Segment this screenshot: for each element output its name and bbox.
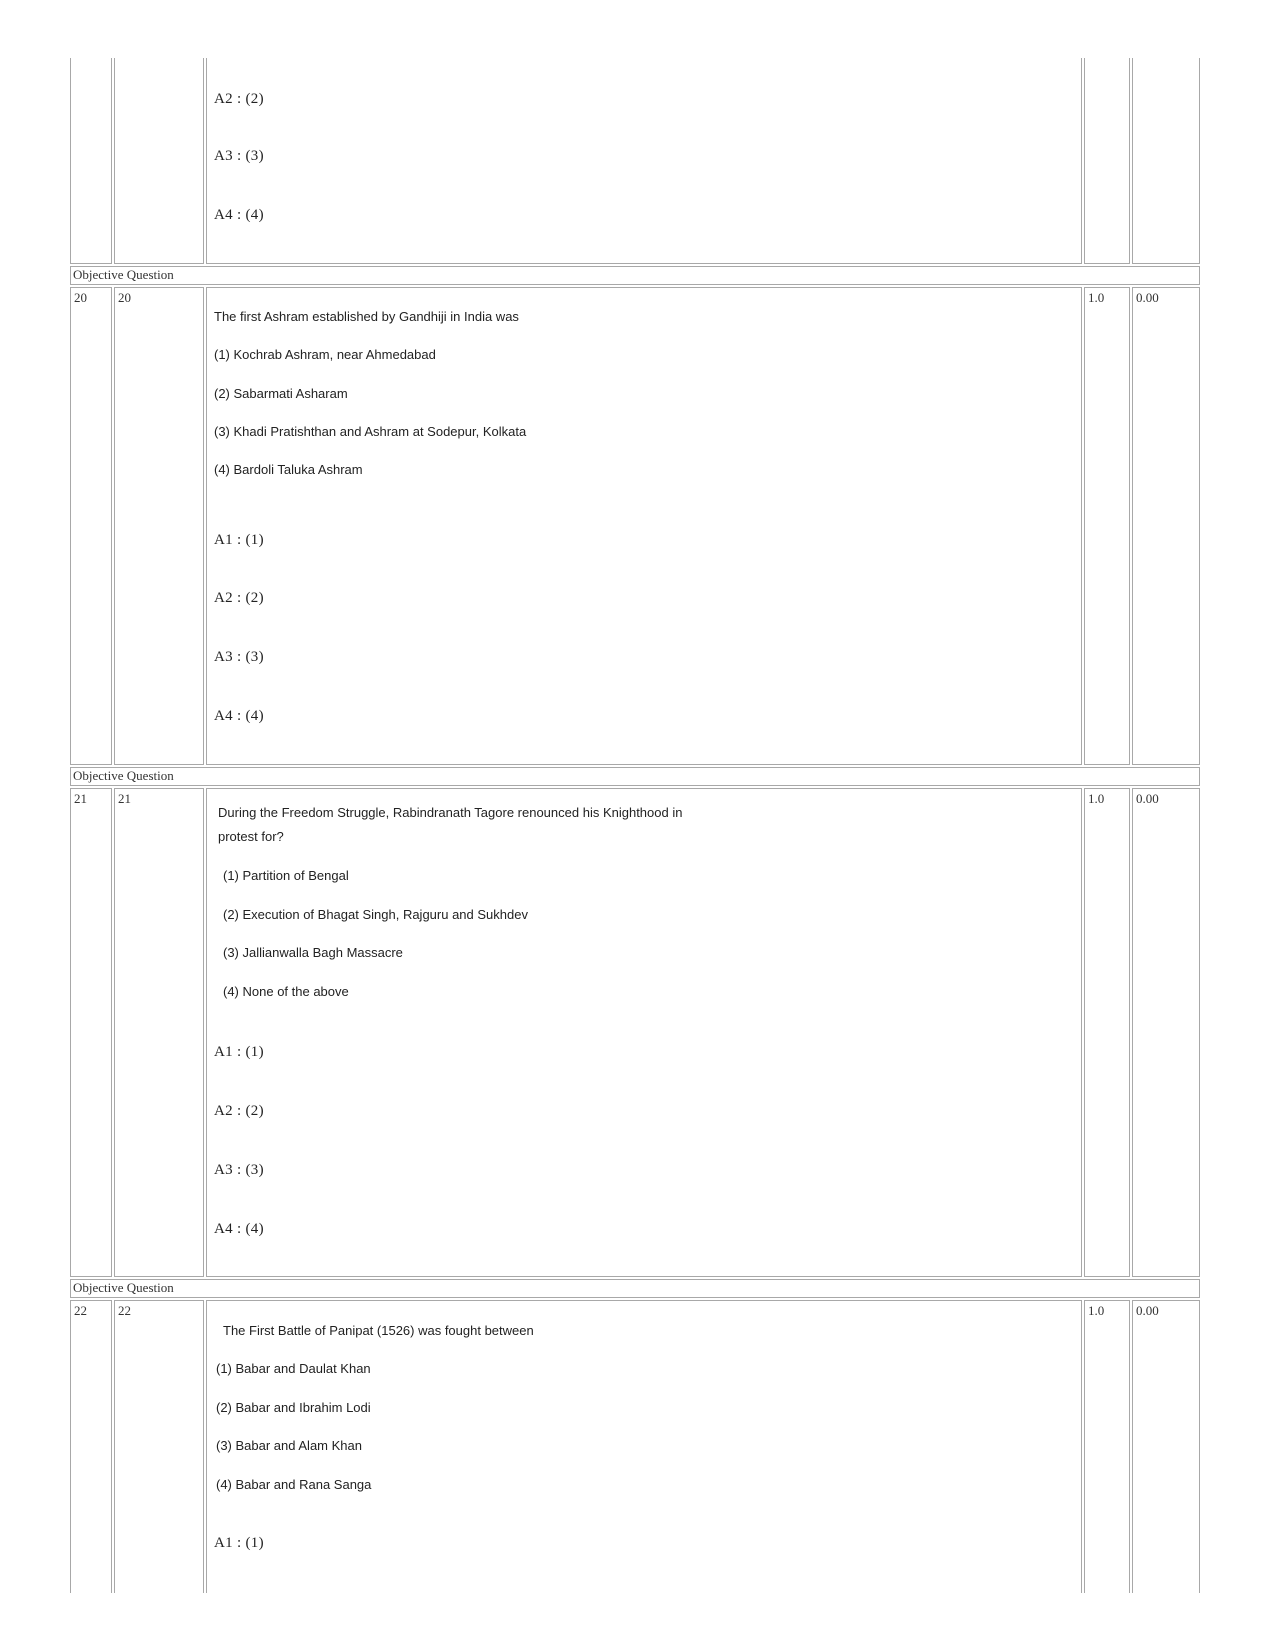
question-option: (3) Jallianwalla Bagh Massacre (223, 945, 403, 960)
serial-cell (70, 287, 112, 765)
question-id-cell (114, 58, 204, 264)
question-type-label: Objective Question (73, 267, 174, 282)
question-id: 21 (118, 791, 131, 806)
question-id: 20 (118, 290, 131, 305)
serial-number: 21 (74, 791, 87, 806)
question-option: (4) Bardoli Taluka Ashram (214, 462, 363, 477)
serial-cell (70, 1300, 112, 1593)
question-option: (1) Kochrab Ashram, near Ahmedabad (214, 347, 436, 362)
question-option: (2) Execution of Bhagat Singh, Rajguru and Sukhdev (223, 907, 528, 922)
question-option: (1) Babar and Daulat Khan (216, 1361, 371, 1376)
question-type-label: Objective Question (73, 1280, 174, 1295)
serial-cell (70, 58, 112, 264)
marks-value: 1.0 (1088, 1303, 1105, 1318)
answer-option: A4 : (4) (214, 207, 264, 223)
marks-cell (1084, 287, 1130, 765)
serial-cell (70, 788, 112, 1277)
question-type-header (70, 1279, 1200, 1298)
answer-option: A2 : (2) (214, 1103, 264, 1119)
negative-marks-cell (1132, 788, 1200, 1277)
answer-option: A3 : (3) (214, 1162, 264, 1178)
marks-value: 1.0 (1088, 791, 1105, 806)
question-type-header (70, 266, 1200, 285)
question-type-header (70, 767, 1200, 786)
question-body-cell (206, 58, 1082, 264)
negative-marks-value: 0.00 (1136, 1303, 1159, 1318)
answer-option: A1 : (1) (214, 1535, 264, 1551)
question-option: (3) Babar and Alam Khan (216, 1438, 362, 1453)
question-option: (1) Partition of Bengal (223, 868, 349, 883)
serial-number: 22 (74, 1303, 87, 1318)
question-text: The first Ashram established by Gandhiji in India was (214, 309, 519, 324)
question-option: (2) Sabarmati Asharam (214, 386, 348, 401)
marks-cell (1084, 58, 1130, 264)
answer-option: A3 : (3) (214, 148, 264, 164)
question-id-cell (114, 287, 204, 765)
marks-cell (1084, 788, 1130, 1277)
question-body-cell (206, 788, 1082, 1277)
answer-option: A2 : (2) (214, 590, 264, 606)
negative-marks-cell (1132, 1300, 1200, 1593)
answer-option: A1 : (1) (214, 1044, 264, 1060)
question-id: 22 (118, 1303, 131, 1318)
question-id-cell (114, 1300, 204, 1593)
answer-option: A2 : (2) (214, 91, 264, 107)
answer-option: A3 : (3) (214, 649, 264, 665)
negative-marks-value: 0.00 (1136, 290, 1159, 305)
negative-marks-cell (1132, 58, 1200, 264)
question-text: The First Battle of Panipat (1526) was fought between (223, 1323, 534, 1338)
marks-value: 1.0 (1088, 290, 1105, 305)
question-option: (3) Khadi Pratishthan and Ashram at Sodepur, Kolkata (214, 424, 527, 439)
question-text: During the Freedom Struggle, Rabindranath Tagore renounced his Knighthood in (218, 805, 683, 820)
marks-cell (1084, 1300, 1130, 1593)
question-id-cell (114, 788, 204, 1277)
question-text-continuation: protest for? (218, 829, 284, 844)
question-option: (4) Babar and Rana Sanga (216, 1477, 372, 1492)
negative-marks-cell (1132, 287, 1200, 765)
question-option: (2) Babar and Ibrahim Lodi (216, 1400, 371, 1415)
answer-option: A1 : (1) (214, 532, 264, 548)
negative-marks-value: 0.00 (1136, 791, 1159, 806)
answer-option: A4 : (4) (214, 708, 264, 724)
serial-number: 20 (74, 290, 87, 305)
question-type-label: Objective Question (73, 768, 174, 783)
answer-option: A4 : (4) (214, 1221, 264, 1237)
question-option: (4) None of the above (223, 984, 349, 999)
